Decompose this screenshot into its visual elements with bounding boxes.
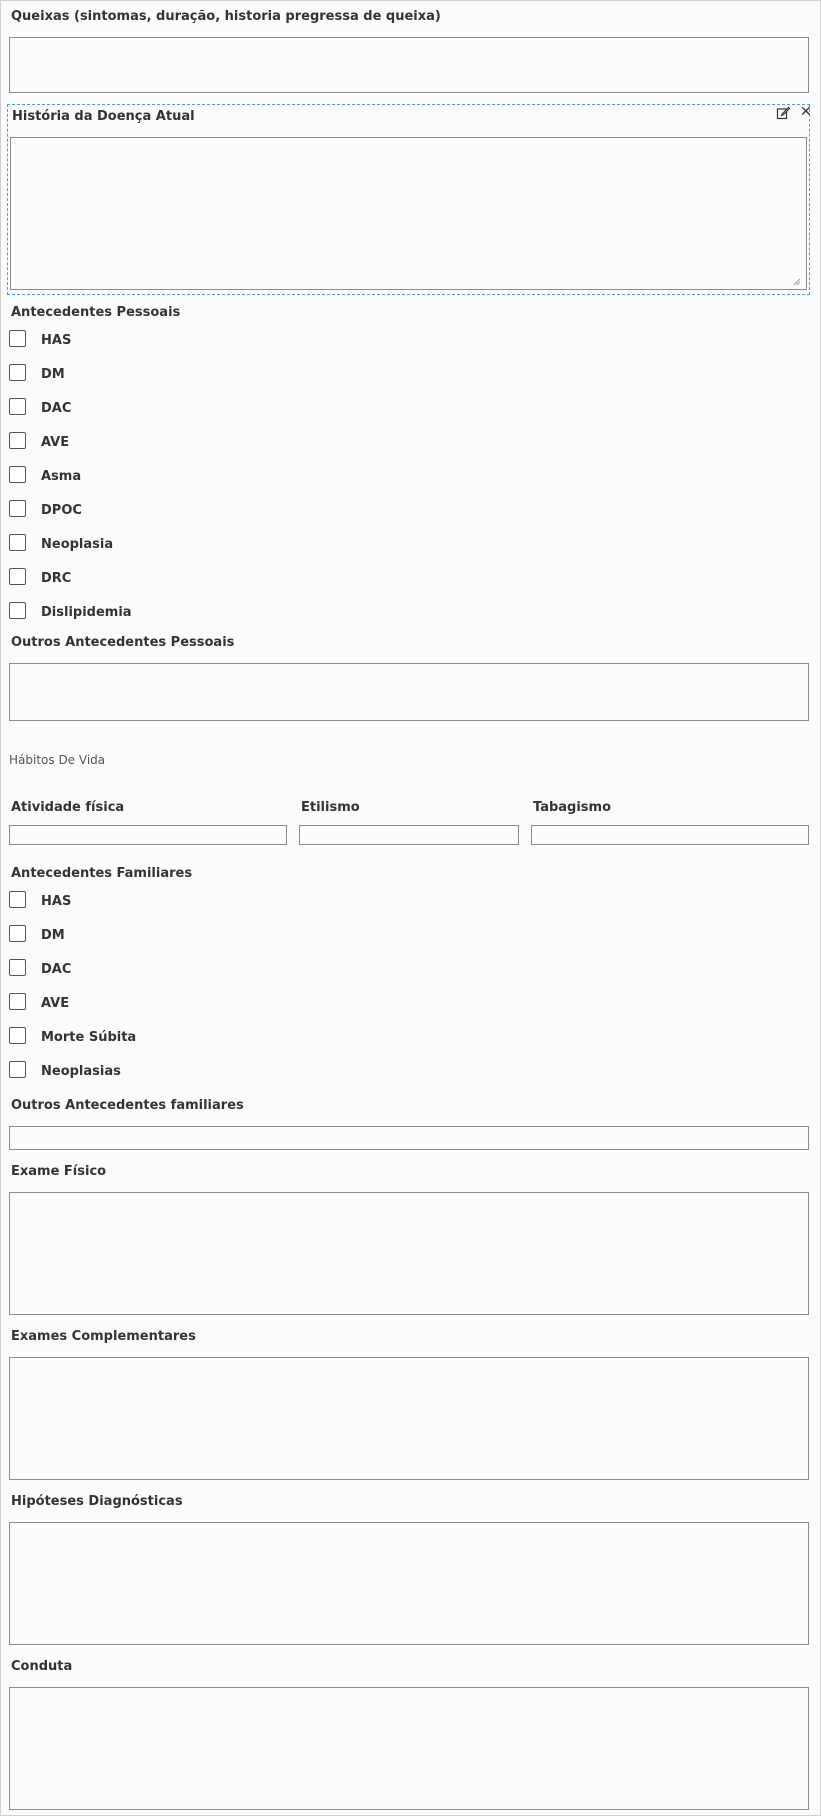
checkbox-pessoal-has-label: HAS [41, 333, 72, 348]
antecedentes-familiares-label: Antecedentes Familiares [11, 866, 193, 881]
hda-label: História da Doença Atual [12, 109, 195, 124]
hda-textarea[interactable] [10, 137, 807, 290]
exames-complementares-textarea[interactable] [9, 1357, 809, 1480]
checkbox-familiar-ave[interactable] [9, 993, 26, 1010]
checkbox-pessoal-dislipidemia[interactable] [9, 602, 26, 619]
checkbox-pessoal-ave[interactable] [9, 432, 26, 449]
checkbox-familiar-morte-subita-label: Morte Súbita [41, 1030, 137, 1045]
exame-fisico-label: Exame Físico [11, 1164, 107, 1179]
checkbox-pessoal-dpoc[interactable] [9, 500, 26, 517]
checkbox-pessoal-neoplasia-label: Neoplasia [41, 537, 114, 552]
atividade-fisica-input[interactable] [9, 825, 287, 845]
atividade-fisica-label: Atividade física [11, 800, 125, 815]
exames-complementares-label: Exames Complementares [11, 1329, 196, 1344]
resize-grip-icon[interactable] [793, 278, 801, 286]
checkbox-familiar-neoplasias-label: Neoplasias [41, 1064, 121, 1079]
checkbox-familiar-ave-label: AVE [41, 996, 70, 1011]
etilismo-label: Etilismo [301, 800, 360, 815]
queixas-label: Queixas (sintomas, duração, historia pregressa de queixa) [11, 9, 441, 24]
checkbox-pessoal-has[interactable] [9, 330, 26, 347]
close-icon[interactable]: ✕ [800, 104, 812, 120]
checkbox-pessoal-asma[interactable] [9, 466, 26, 483]
checkbox-pessoal-dm[interactable] [9, 364, 26, 381]
outros-pessoais-textarea[interactable] [9, 663, 809, 721]
tabagismo-label: Tabagismo [533, 800, 612, 815]
checkbox-familiar-dac-label: DAC [41, 962, 72, 977]
checkbox-pessoal-drc-label: DRC [41, 571, 72, 586]
checkbox-familiar-neoplasias[interactable] [9, 1061, 26, 1078]
exame-fisico-textarea[interactable] [9, 1192, 809, 1315]
outros-familiares-input[interactable] [9, 1126, 809, 1150]
checkbox-pessoal-ave-label: AVE [41, 435, 70, 450]
checkbox-pessoal-dac-label: DAC [41, 401, 72, 416]
checkbox-familiar-dm[interactable] [9, 925, 26, 942]
habitos-section-title: Hábitos De Vida [9, 753, 106, 767]
checkbox-pessoal-dpoc-label: DPOC [41, 503, 82, 518]
antecedentes-pessoais-label: Antecedentes Pessoais [11, 305, 181, 320]
edit-icon[interactable] [776, 106, 790, 124]
etilismo-input[interactable] [299, 825, 519, 845]
hipoteses-label: Hipóteses Diagnósticas [11, 1494, 183, 1509]
checkbox-pessoal-dislipidemia-label: Dislipidemia [41, 605, 132, 620]
checkbox-pessoal-dm-label: DM [41, 367, 65, 382]
conduta-textarea[interactable] [9, 1687, 809, 1810]
outros-familiares-label: Outros Antecedentes familiares [11, 1098, 244, 1113]
hipoteses-textarea[interactable] [9, 1522, 809, 1645]
checkbox-familiar-has[interactable] [9, 891, 26, 908]
checkbox-pessoal-neoplasia[interactable] [9, 534, 26, 551]
outros-pessoais-label: Outros Antecedentes Pessoais [11, 635, 235, 650]
conduta-label: Conduta [11, 1659, 73, 1674]
checkbox-pessoal-asma-label: Asma [41, 469, 82, 484]
checkbox-familiar-dm-label: DM [41, 928, 65, 943]
checkbox-pessoal-drc[interactable] [9, 568, 26, 585]
checkbox-familiar-dac[interactable] [9, 959, 26, 976]
tabagismo-input[interactable] [531, 825, 809, 845]
checkbox-familiar-has-label: HAS [41, 894, 72, 909]
checkbox-pessoal-dac[interactable] [9, 398, 26, 415]
queixas-textarea[interactable] [9, 37, 809, 93]
checkbox-familiar-morte-subita[interactable] [9, 1027, 26, 1044]
